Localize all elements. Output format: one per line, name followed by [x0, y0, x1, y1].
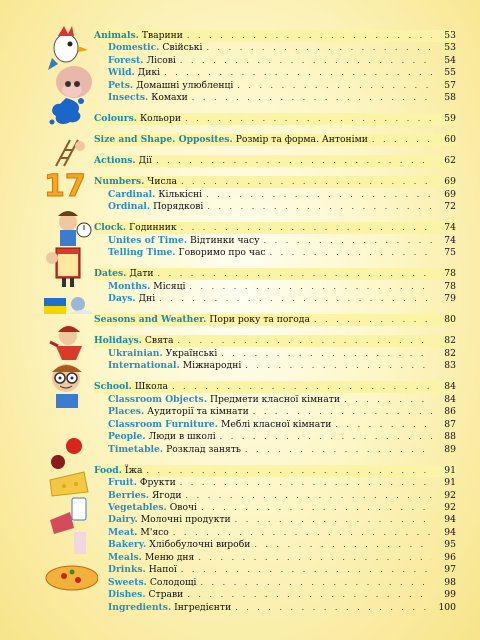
entry-title-ua: Годинник [129, 222, 177, 234]
entry-title-ua: Солодощі [149, 576, 197, 588]
entry-title-en: Wild. [108, 67, 135, 79]
entry-title-en: Sweets. [108, 576, 147, 588]
dot-leader [164, 67, 432, 79]
entry-title-ua: Їжа [124, 464, 143, 476]
page-number: 57 [444, 79, 456, 91]
dot-leader [181, 222, 432, 234]
entry-title-en: People. [108, 431, 146, 443]
entry-title-en: School. [94, 381, 132, 393]
page-number: 80 [444, 314, 456, 326]
page-number: 60 [444, 134, 456, 146]
entry-title-ua: Предмети класної кімнати [209, 393, 340, 405]
entry-title-en: Insects. [108, 92, 149, 104]
dot-leader [180, 55, 432, 67]
page-number: 72 [444, 201, 456, 213]
page-number: 100 [438, 601, 456, 613]
entry-title-en: Dates. [94, 268, 127, 280]
entry-title-ua: Меню дня [144, 551, 195, 563]
dot-leader [235, 514, 432, 526]
toc-section-numbers[interactable] [94, 176, 456, 188]
entry-title-en: Pets. [108, 79, 134, 91]
entry-title-en: Size and Shape. Opposites. [94, 134, 233, 146]
page-number: 91 [444, 464, 456, 476]
dot-leader [192, 92, 432, 104]
clock-man-icon [44, 206, 96, 248]
page-number: 75 [444, 247, 456, 259]
toc-section-animals[interactable] [94, 30, 456, 42]
page-number: 96 [444, 551, 456, 563]
toc-subsection[interactable] [108, 444, 456, 456]
page-number: 86 [444, 406, 456, 418]
entry-title-en: Drinks. [108, 564, 146, 576]
entry-title-en: Numbers. [94, 176, 145, 188]
page-number: 89 [444, 443, 456, 455]
toc-section-colours[interactable] [94, 113, 456, 125]
toc-section-clock[interactable] [94, 222, 456, 234]
toc-subsection[interactable] [108, 539, 456, 551]
page-number: 58 [444, 92, 456, 104]
dot-leader [146, 465, 432, 477]
dot-leader [158, 268, 432, 280]
entry-title-en: Vegetables. [108, 501, 167, 513]
page-number: 91 [444, 477, 456, 489]
page-number: 92 [444, 489, 456, 501]
entry-title-ua: Розмір та форма. Антоніми [235, 134, 368, 146]
entry-title-ua: Місяці [153, 280, 186, 292]
entry-title-ua: Дати [129, 268, 154, 280]
entry-title-en: Cardinal. [108, 188, 156, 200]
dot-leader [254, 539, 432, 551]
toc-section-school[interactable] [94, 381, 456, 393]
weather-icon [42, 292, 96, 320]
entry-title-ua: Пори року та погода [209, 314, 310, 326]
dot-leader [189, 281, 432, 293]
dot-leader [335, 419, 432, 431]
entry-title-en: Places. [108, 406, 145, 418]
page-number: 74 [444, 222, 456, 234]
entry-title-ua: Дії [138, 155, 152, 167]
page-number: 78 [444, 268, 456, 280]
entry-title-ua: Свята [144, 335, 174, 347]
dot-leader [344, 394, 432, 406]
toc-section-dates[interactable] [94, 268, 456, 280]
entry-title-en: Fruit. [108, 477, 137, 489]
entry-title-en: Timetable. [108, 443, 164, 455]
entry-title-ua: Комахи [151, 92, 188, 104]
dot-leader [181, 176, 432, 188]
page-number: 62 [444, 155, 456, 167]
page-number: 55 [444, 67, 456, 79]
dot-leader [185, 113, 432, 125]
toc-subsection[interactable] [108, 235, 456, 247]
entry-title-ua: Молочні продукти [140, 514, 231, 526]
toc-subsection[interactable] [108, 247, 456, 259]
dot-leader [245, 360, 432, 372]
dot-leader [253, 406, 432, 418]
entry-title-ua: Міжнародні [182, 360, 242, 372]
entry-title-en: Actions. [94, 155, 136, 167]
entry-title-en: Ordinal. [108, 201, 151, 213]
dot-leader [201, 502, 432, 514]
toc-subsection[interactable] [108, 92, 456, 104]
entry-title-en: Domestic. [108, 42, 160, 54]
toc-subsection[interactable] [108, 564, 456, 576]
dot-leader [264, 235, 432, 247]
toc-subsection[interactable] [108, 42, 456, 54]
entry-title-en: Unites of Time. [108, 234, 188, 246]
page-number: 94 [444, 514, 456, 526]
toc-subsection[interactable] [108, 527, 456, 539]
entry-title-ua: Напої [148, 564, 177, 576]
page-number: 87 [444, 418, 456, 430]
page-number: 69 [444, 176, 456, 188]
entry-title-ua: Школа [134, 381, 168, 393]
dot-leader [207, 201, 432, 213]
toc-section-food[interactable] [94, 465, 456, 477]
dot-leader [186, 490, 432, 502]
toc-subsection[interactable] [108, 67, 456, 79]
page-number: 54 [444, 54, 456, 66]
toc-subsection[interactable] [108, 431, 456, 443]
entry-title-ua: Фрукти [139, 477, 176, 489]
dot-leader [372, 134, 432, 146]
dot-leader [187, 30, 432, 42]
entry-title-en: Classroom Objects. [108, 393, 207, 405]
dot-leader [245, 444, 432, 456]
entry-title-en: Ingredients. [108, 601, 172, 613]
entry-title-ua: Хлібобулочні вироби [149, 539, 251, 551]
page-number: 79 [444, 293, 456, 305]
toc-subsection[interactable] [108, 589, 456, 601]
entry-title-en: Ukrainian. [108, 347, 163, 359]
entry-title-en: Holidays. [94, 335, 142, 347]
dot-leader [314, 314, 432, 326]
entry-title-ua: М'ясо [140, 526, 169, 538]
dot-leader [237, 80, 432, 92]
toc-subsection[interactable] [108, 502, 456, 514]
entry-title-en: Dairy. [108, 514, 138, 526]
entry-title-ua: Кількісні [158, 188, 203, 200]
entry-title-ua: Дні [138, 293, 156, 305]
page-number: 74 [444, 234, 456, 246]
page-number: 94 [444, 526, 456, 538]
dot-leader [270, 247, 432, 259]
dot-leader [177, 335, 432, 347]
page-number: 53 [444, 30, 456, 41]
toc-subsection[interactable] [108, 80, 456, 92]
toc-subsection[interactable] [108, 360, 456, 372]
toc-subsection[interactable] [108, 490, 456, 502]
page-number: 78 [444, 280, 456, 292]
entry-title-en: Colours. [94, 113, 137, 125]
dot-leader [172, 381, 432, 393]
toc-subsection[interactable] [108, 602, 456, 614]
entry-title-ua: Українські [165, 347, 218, 359]
page-number: 53 [444, 42, 456, 54]
page-number: 59 [444, 113, 456, 125]
dot-leader [187, 589, 432, 601]
dot-leader [198, 552, 432, 564]
entry-title-en: Dishes. [108, 589, 146, 601]
entry-title-en: Months. [108, 280, 151, 292]
entry-title-ua: Страви [148, 589, 184, 601]
toc-subsection[interactable] [108, 406, 456, 418]
toc-subsection[interactable] [108, 293, 456, 305]
page-number: 82 [444, 347, 456, 359]
entry-title-en: Bakery. [108, 539, 147, 551]
toc-section-seasons[interactable] [94, 314, 456, 326]
entry-title-en: Meat. [108, 526, 138, 538]
dot-leader [181, 564, 432, 576]
entry-title-en: Food. [94, 464, 122, 476]
entry-title-ua: Лісові [146, 54, 176, 66]
toc-section-holidays[interactable] [94, 335, 456, 347]
toc-subsection[interactable] [108, 477, 456, 489]
dot-leader [235, 602, 432, 614]
entry-title-ua: Відтинки часу [190, 234, 260, 246]
ladder-boy-icon [46, 138, 90, 168]
holiday-girl-icon [48, 322, 92, 362]
number-17-icon [42, 168, 94, 200]
entry-title-en: Animals. [94, 30, 139, 41]
entry-title-en: Classroom Furniture. [108, 418, 218, 430]
page-number: 88 [444, 431, 456, 443]
toc-subsection[interactable] [108, 514, 456, 526]
dot-leader [180, 477, 432, 489]
page-number: 69 [444, 188, 456, 200]
entry-title-en: Clock. [94, 222, 127, 234]
toc-subsection[interactable] [108, 201, 456, 213]
entry-title-ua: Числа [147, 176, 177, 188]
entry-title-en: Days. [108, 293, 136, 305]
entry-title-ua: Овочі [169, 501, 197, 513]
page-number: 95 [444, 539, 456, 551]
page-number: 83 [444, 360, 456, 372]
entry-title-ua: Кольори [139, 113, 181, 125]
entry-title-ua: Ягоди [152, 489, 182, 501]
page-number: 92 [444, 501, 456, 513]
entry-title-ua: Меблі класної кімнати [220, 418, 332, 430]
food-icon [44, 436, 98, 600]
toc-subsection[interactable] [108, 55, 456, 67]
toc-subsection[interactable] [108, 348, 456, 360]
dot-leader [206, 42, 432, 54]
page-number: 82 [444, 335, 456, 347]
entry-title-ua: Тварини [141, 30, 183, 41]
dot-leader [200, 577, 432, 589]
entry-title-en: Meals. [108, 551, 142, 563]
dot-leader [173, 527, 432, 539]
toc-subsection[interactable] [108, 189, 456, 201]
entry-title-en: Telling Time. [108, 247, 176, 259]
entry-title-ua: Порядкові [153, 201, 204, 213]
page-number: 98 [444, 576, 456, 588]
page-number: 84 [444, 393, 456, 405]
toc-section-actions[interactable] [94, 155, 456, 167]
entry-title-ua: Говоримо про час [178, 247, 266, 259]
entry-title-ua: Аудиторії та кімнати [147, 406, 249, 418]
page-number: 97 [444, 564, 456, 576]
entry-title-en: Berries. [108, 489, 149, 501]
svg-text:17: 17 [44, 169, 86, 200]
toc-subsection[interactable] [108, 281, 456, 293]
page-number: 99 [444, 589, 456, 601]
entry-title-ua: Розклад занять [166, 443, 241, 455]
page-number: 84 [444, 381, 456, 393]
entry-title-ua: Дикі [137, 67, 161, 79]
entry-title-en: International. [108, 360, 180, 372]
entry-title-ua: Люди в школі [148, 431, 216, 443]
dot-leader [206, 189, 432, 201]
dot-leader [221, 348, 432, 360]
dot-leader [156, 155, 432, 167]
toc-subsection[interactable] [108, 552, 456, 564]
toc-subsection[interactable] [108, 577, 456, 589]
entry-title-en: Forest. [108, 54, 144, 66]
paint-splash-icon [48, 96, 86, 126]
schoolboy-icon [44, 358, 96, 410]
calendar-boy-icon [42, 244, 92, 288]
dot-leader [220, 431, 432, 443]
toc-subsection[interactable] [108, 394, 456, 406]
toc-subsection[interactable] [108, 419, 456, 431]
dot-leader [159, 293, 432, 305]
entry-title-ua: Інгредієнти [174, 601, 232, 613]
entry-title-ua: Домашні улюбленці [136, 79, 234, 91]
entry-title-en: Seasons and Weather. [94, 314, 207, 326]
toc-section-size[interactable] [94, 134, 456, 146]
entry-title-ua: Свійські [162, 42, 203, 54]
